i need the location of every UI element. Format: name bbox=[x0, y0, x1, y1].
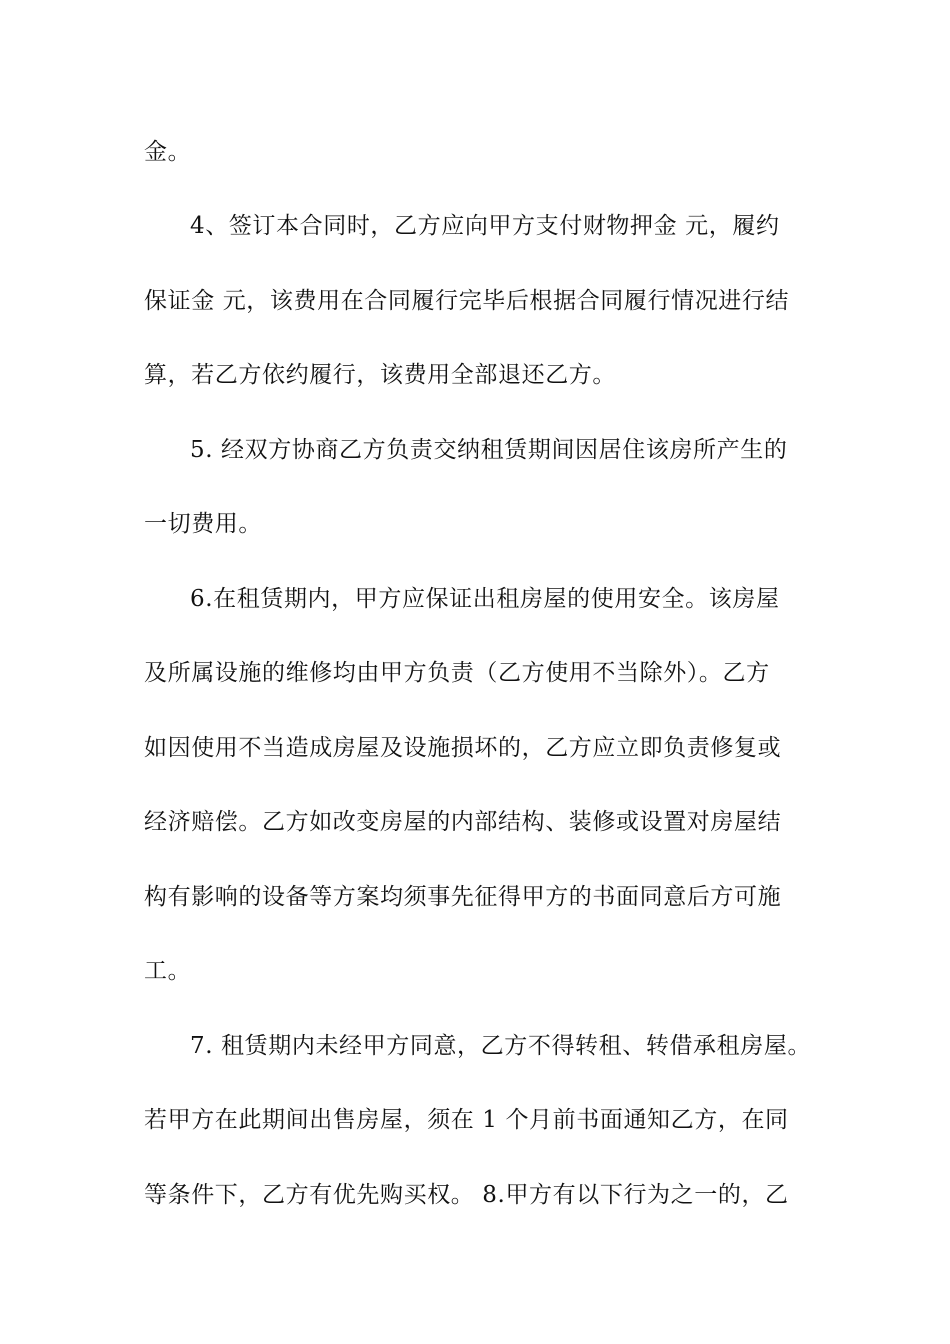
clause-4-line-3: 算，若乙方依约履行，该费用全部退还乙方。 bbox=[144, 362, 616, 388]
clause-4-line-1: 4、签订本合同时，乙方应向甲方支付财物押金 元，履约 bbox=[190, 213, 780, 239]
clause-6-line-5: 构有影响的设备等方案均须事先征得甲方的书面同意后方可施 bbox=[144, 884, 782, 910]
clause-7-line-3: 等条件下，乙方有优先购买权。 8.甲方有以下行为之一的，乙 bbox=[144, 1182, 789, 1208]
clause-6-line-2: 及所属设施的维修均由甲方负责（乙方使用不当除外）。乙方 bbox=[144, 660, 770, 686]
text-line-1: 金。 bbox=[144, 139, 192, 165]
clause-5-line-2: 一切费用。 bbox=[144, 511, 262, 537]
clause-6-line-6: 工。 bbox=[144, 958, 192, 984]
clause-7-line-2: 若甲方在此期间出售房屋，须在 1 个月前书面通知乙方，在同 bbox=[144, 1107, 789, 1133]
clause-5-line-1: 5. 经双方协商乙方负责交纳租赁期间因居住该房所产生的 bbox=[190, 437, 788, 463]
clause-6-line-1: 6.在租赁期内，甲方应保证出租房屋的使用安全。该房屋 bbox=[190, 586, 780, 612]
clause-6-line-3: 如因使用不当造成房屋及设施损坏的，乙方应立即负责修复或 bbox=[144, 735, 782, 761]
clause-7-line-1: 7. 租赁期内未经甲方同意，乙方不得转租、转借承租房屋。 bbox=[190, 1033, 812, 1059]
clause-6-line-4: 经济赔偿。乙方如改变房屋的内部结构、装修或设置对房屋结 bbox=[144, 809, 782, 835]
clause-4-line-2: 保证金 元，该费用在合同履行完毕后根据合同履行情况进行结 bbox=[144, 288, 790, 314]
